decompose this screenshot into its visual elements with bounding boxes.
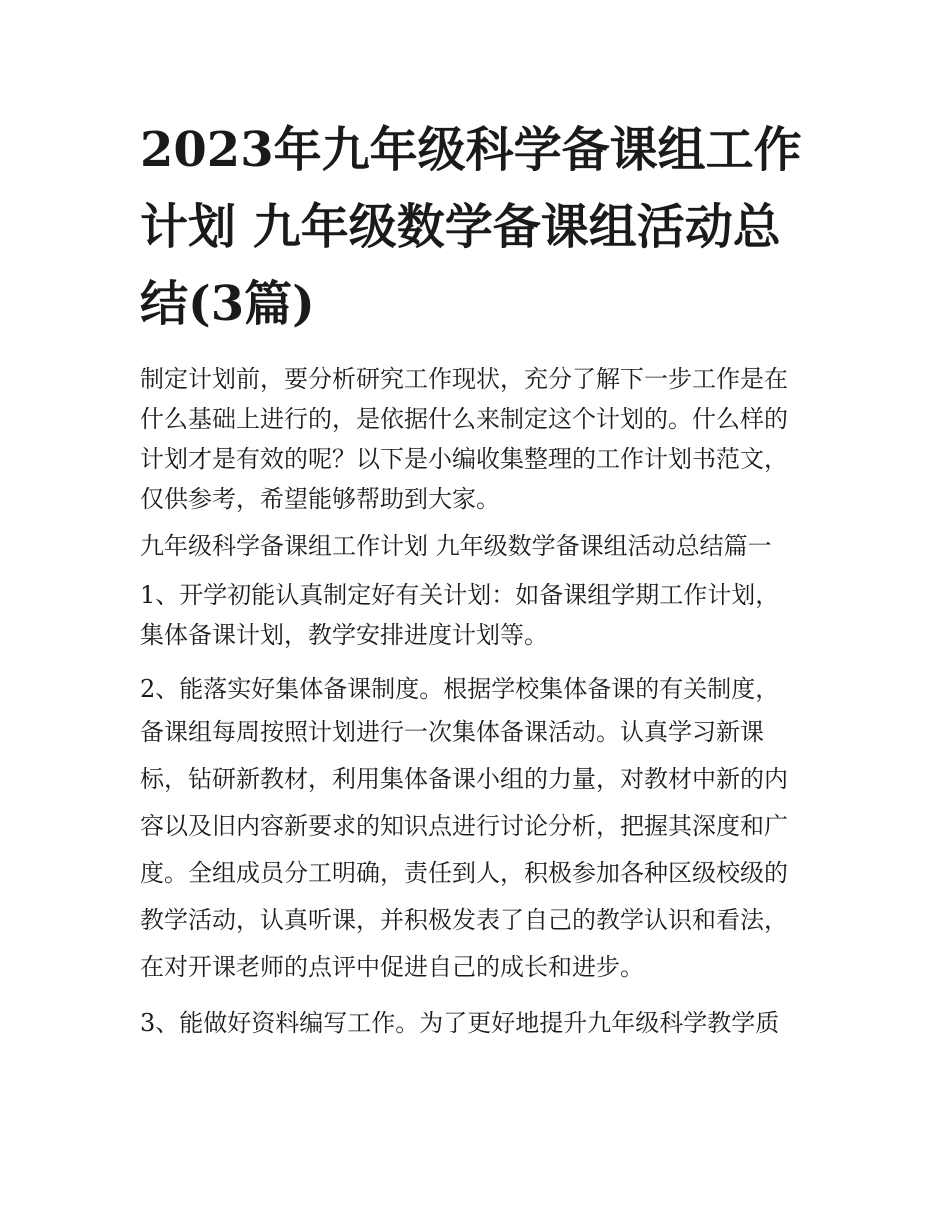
list-item-2: [140, 669, 820, 989]
text-line: 教学活动，认真听课，并积极发表了自己的教学认识和看法，: [140, 906, 788, 934]
list-item-3: [140, 1003, 820, 1043]
text-line: 3、能做好资料编写工作。为了更好地提升九年级科学教学质: [140, 1009, 780, 1037]
document-title: [140, 112, 820, 343]
text-line: 仅供参考，希望能够帮助到大家。: [140, 485, 500, 513]
text-line: 度。全组成员分工明确，责任到人，积极参加各种区级校级的: [140, 859, 788, 887]
text-line: 制定计划前，要分析研究工作现状，充分了解下一步工作是在: [140, 365, 788, 393]
text-line: 标，钻研新教材，利用集体备课小组的力量，对教材中新的内: [140, 765, 788, 793]
text-line: 计划才是有效的呢？以下是小编收集整理的工作计划书范文，: [140, 445, 788, 473]
text-line: 集体备课计划，教学安排进度计划等。: [140, 621, 548, 649]
text-line: 什么基础上进行的，是依据什么来制定这个计划的。什么样的: [140, 405, 788, 433]
text-line: 2、能落实好集体备课制度。根据学校集体备课的有关制度，: [140, 675, 780, 703]
text-line: 1、开学初能认真制定好有关计划：如备课组学期工作计划，: [140, 581, 780, 609]
title-line: 结(3篇): [140, 276, 315, 332]
document-body: [140, 359, 820, 1043]
text-line: 容以及旧内容新要求的知识点进行讨论分析，把握其深度和广: [140, 812, 788, 840]
text-line: 在对开课老师的点评中促进自己的成长和进步。: [140, 953, 644, 981]
list-item-1: [140, 575, 820, 655]
intro-paragraph: [140, 359, 820, 519]
title-line: 2023年九年级科学备课组工作: [140, 122, 802, 178]
title-line: 计划 九年级数学备课组活动总: [140, 199, 781, 255]
text-line: 备课组每周按照计划进行一次集体备课活动。认真学习新课: [140, 718, 764, 746]
section-heading: [140, 517, 820, 575]
text-line: 九年级科学备课组工作计划 九年级数学备课组活动总结篇一: [140, 532, 772, 560]
